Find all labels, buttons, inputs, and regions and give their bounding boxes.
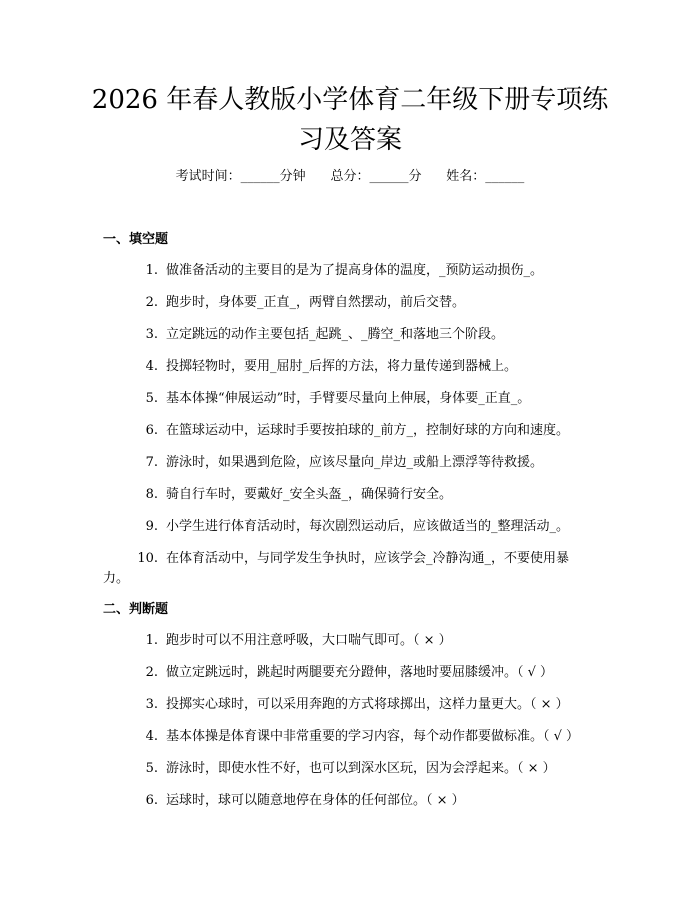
exam-name: 姓名：______: [446, 169, 525, 184]
exam-time: 考试时间：______分钟: [175, 169, 306, 184]
exam-score: 总分：______分: [330, 169, 422, 184]
list-item: 5. 基本体操“伸展运动”时，手臂要尽量向上伸展，身体要_正直_。: [145, 391, 531, 406]
list-item: 1. 做准备活动的主要目的是为了提高身体的温度，_预防运动损伤_。: [145, 263, 544, 278]
list-item: 4. 投掷轻物时，要用_屈肘_后挥的方法，将力量传递到器械上。: [145, 359, 518, 374]
list-item: 8. 骑自行车时，要戴好_安全头盔_，确保骑行安全。: [145, 487, 453, 502]
list-item: 2. 做立定跳远时，跳起时两腿要充分蹬伸，落地时要屈膝缓冲。（ √ ）: [145, 665, 554, 680]
title-line-2: 习及答案: [297, 125, 402, 155]
list-item: 3. 立定跳远的动作主要包括_起跳_、_腾空_和落地三个阶段。: [145, 327, 505, 342]
list-item: 6. 在篮球运动中，运球时手要按拍球的_前方_，控制好球的方向和速度。: [145, 423, 570, 438]
list-item: 2. 跑步时，身体要_正直_，两臂自然摆动，前后交替。: [145, 295, 466, 310]
list-item: 5. 游泳时，即使水性不好，也可以到深水区玩，因为会浮起来。（ × ）: [145, 761, 556, 776]
list-item: 6. 运球时，球可以随意地停在身体的任何部位。（ × ）: [145, 793, 465, 808]
list-item: 10. 在体育活动中，与同学发生争执时，应该学会_冷静沟通_，不要使用暴: [137, 551, 570, 566]
list-item: 7. 游泳时，如果遇到危险，应该尽量向_岸边_或船上漂浮等待救援。: [145, 455, 544, 470]
list-item-continuation: 力。: [103, 571, 130, 586]
list-item: 4. 基本体操是体育课中非常重要的学习内容，每个动作都要做标准。（ √ ）: [145, 729, 580, 744]
list-item: 9. 小学生进行体育活动时，每次剧烈运动后，应该做适当的_整理活动_。: [145, 519, 570, 534]
title-line-1: 2026 年春人教版小学体育二年级下册专项练: [91, 85, 609, 115]
list-item: 1. 跑步时可以不用注意呼吸，大口喘气即可。（ × ）: [145, 633, 452, 648]
exam-meta: [0, 167, 700, 187]
section-heading-true-false: 二、判断题: [103, 602, 169, 617]
document-title: [80, 80, 620, 160]
section-heading-fill-blank: 一、填空题: [103, 232, 169, 247]
list-item: 3. 投掷实心球时，可以采用奔跑的方式将球掷出，这样力量更大。（ × ）: [145, 697, 569, 712]
